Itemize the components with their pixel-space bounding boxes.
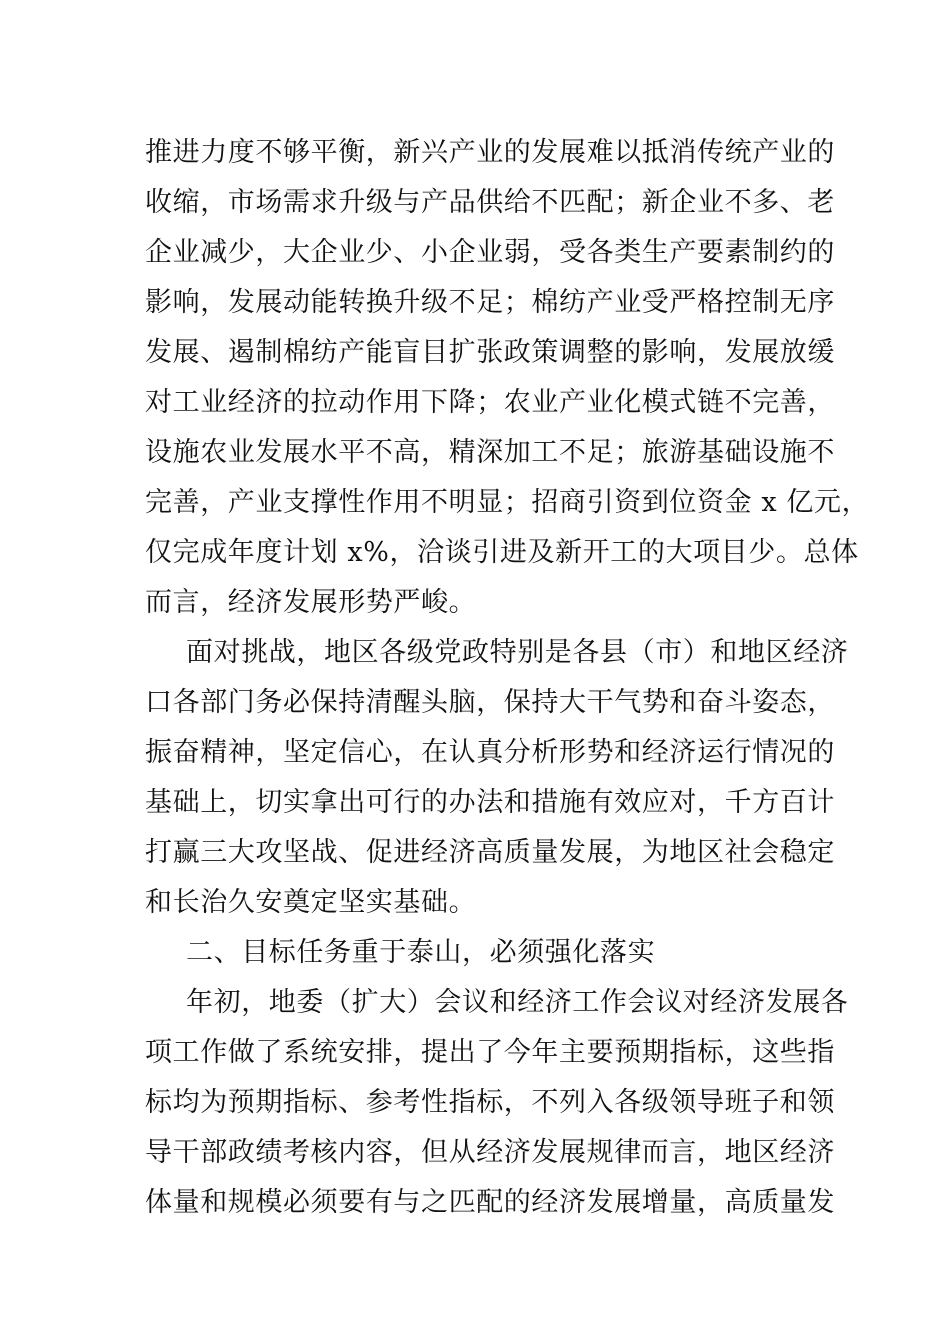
text-line: 对工业经济的拉动作用下降；农业产业化模式链不完善， xyxy=(145,387,835,418)
text-line: 发展、遏制棉纺产能盲目扩张政策调整的影响，发展放缓 xyxy=(145,337,835,368)
text-line: 完善，产业支撑性作用不明显；招商引资到位资金 x 亿元， xyxy=(145,487,870,518)
text-line: 导干部政绩考核内容，但从经济发展规律而言，地区经济 xyxy=(145,1137,835,1168)
text-line: 口各部门务必保持清醒头脑，保持大干气势和奋斗姿态， xyxy=(145,687,835,718)
text-line: 而言，经济发展形势严峻。 xyxy=(145,587,477,618)
text-line: 和长治久安奠定坚实基础。 xyxy=(145,887,477,918)
text-line: 基础上，切实拿出可行的办法和措施有效应对，千方百计 xyxy=(145,787,835,818)
text-line: 推进力度不够平衡，新兴产业的发展难以抵消传统产业的 xyxy=(145,137,835,168)
section-heading: 二、目标任务重于泰山，必须强化落实 xyxy=(186,937,656,968)
text-line: 仅完成年度计划 x%，洽谈引进及新开工的大项目少。总体 xyxy=(145,537,859,568)
paragraph-start-line: 年初，地委（扩大）会议和经济工作会议对经济发展各 xyxy=(186,987,849,1018)
text-line: 标均为预期指标、参考性指标，不列入各级领导班子和领 xyxy=(145,1087,835,1118)
paragraph-start-line: 面对挑战，地区各级党政特别是各县（市）和地区经济 xyxy=(186,637,849,668)
text-line: 设施农业发展水平不高，精深加工不足；旅游基础设施不 xyxy=(145,437,835,468)
text-line: 企业减少，大企业少、小企业弱，受各类生产要素制约的 xyxy=(145,237,835,268)
text-line: 振奋精神，坚定信心，在认真分析形势和经济运行情况的 xyxy=(145,737,835,768)
text-line: 打赢三大攻坚战、促进经济高质量发展，为地区社会稳定 xyxy=(145,837,835,868)
text-line: 收缩，市场需求升级与产品供给不匹配；新企业不多、老 xyxy=(145,187,835,218)
text-line: 体量和规模必须要有与之匹配的经济发展增量，高质量发 xyxy=(145,1187,835,1218)
text-line: 影响，发展动能转换升级不足；棉纺产业受严格控制无序 xyxy=(145,287,835,318)
text-line: 项工作做了系统安排，提出了今年主要预期指标，这些指 xyxy=(145,1037,835,1068)
